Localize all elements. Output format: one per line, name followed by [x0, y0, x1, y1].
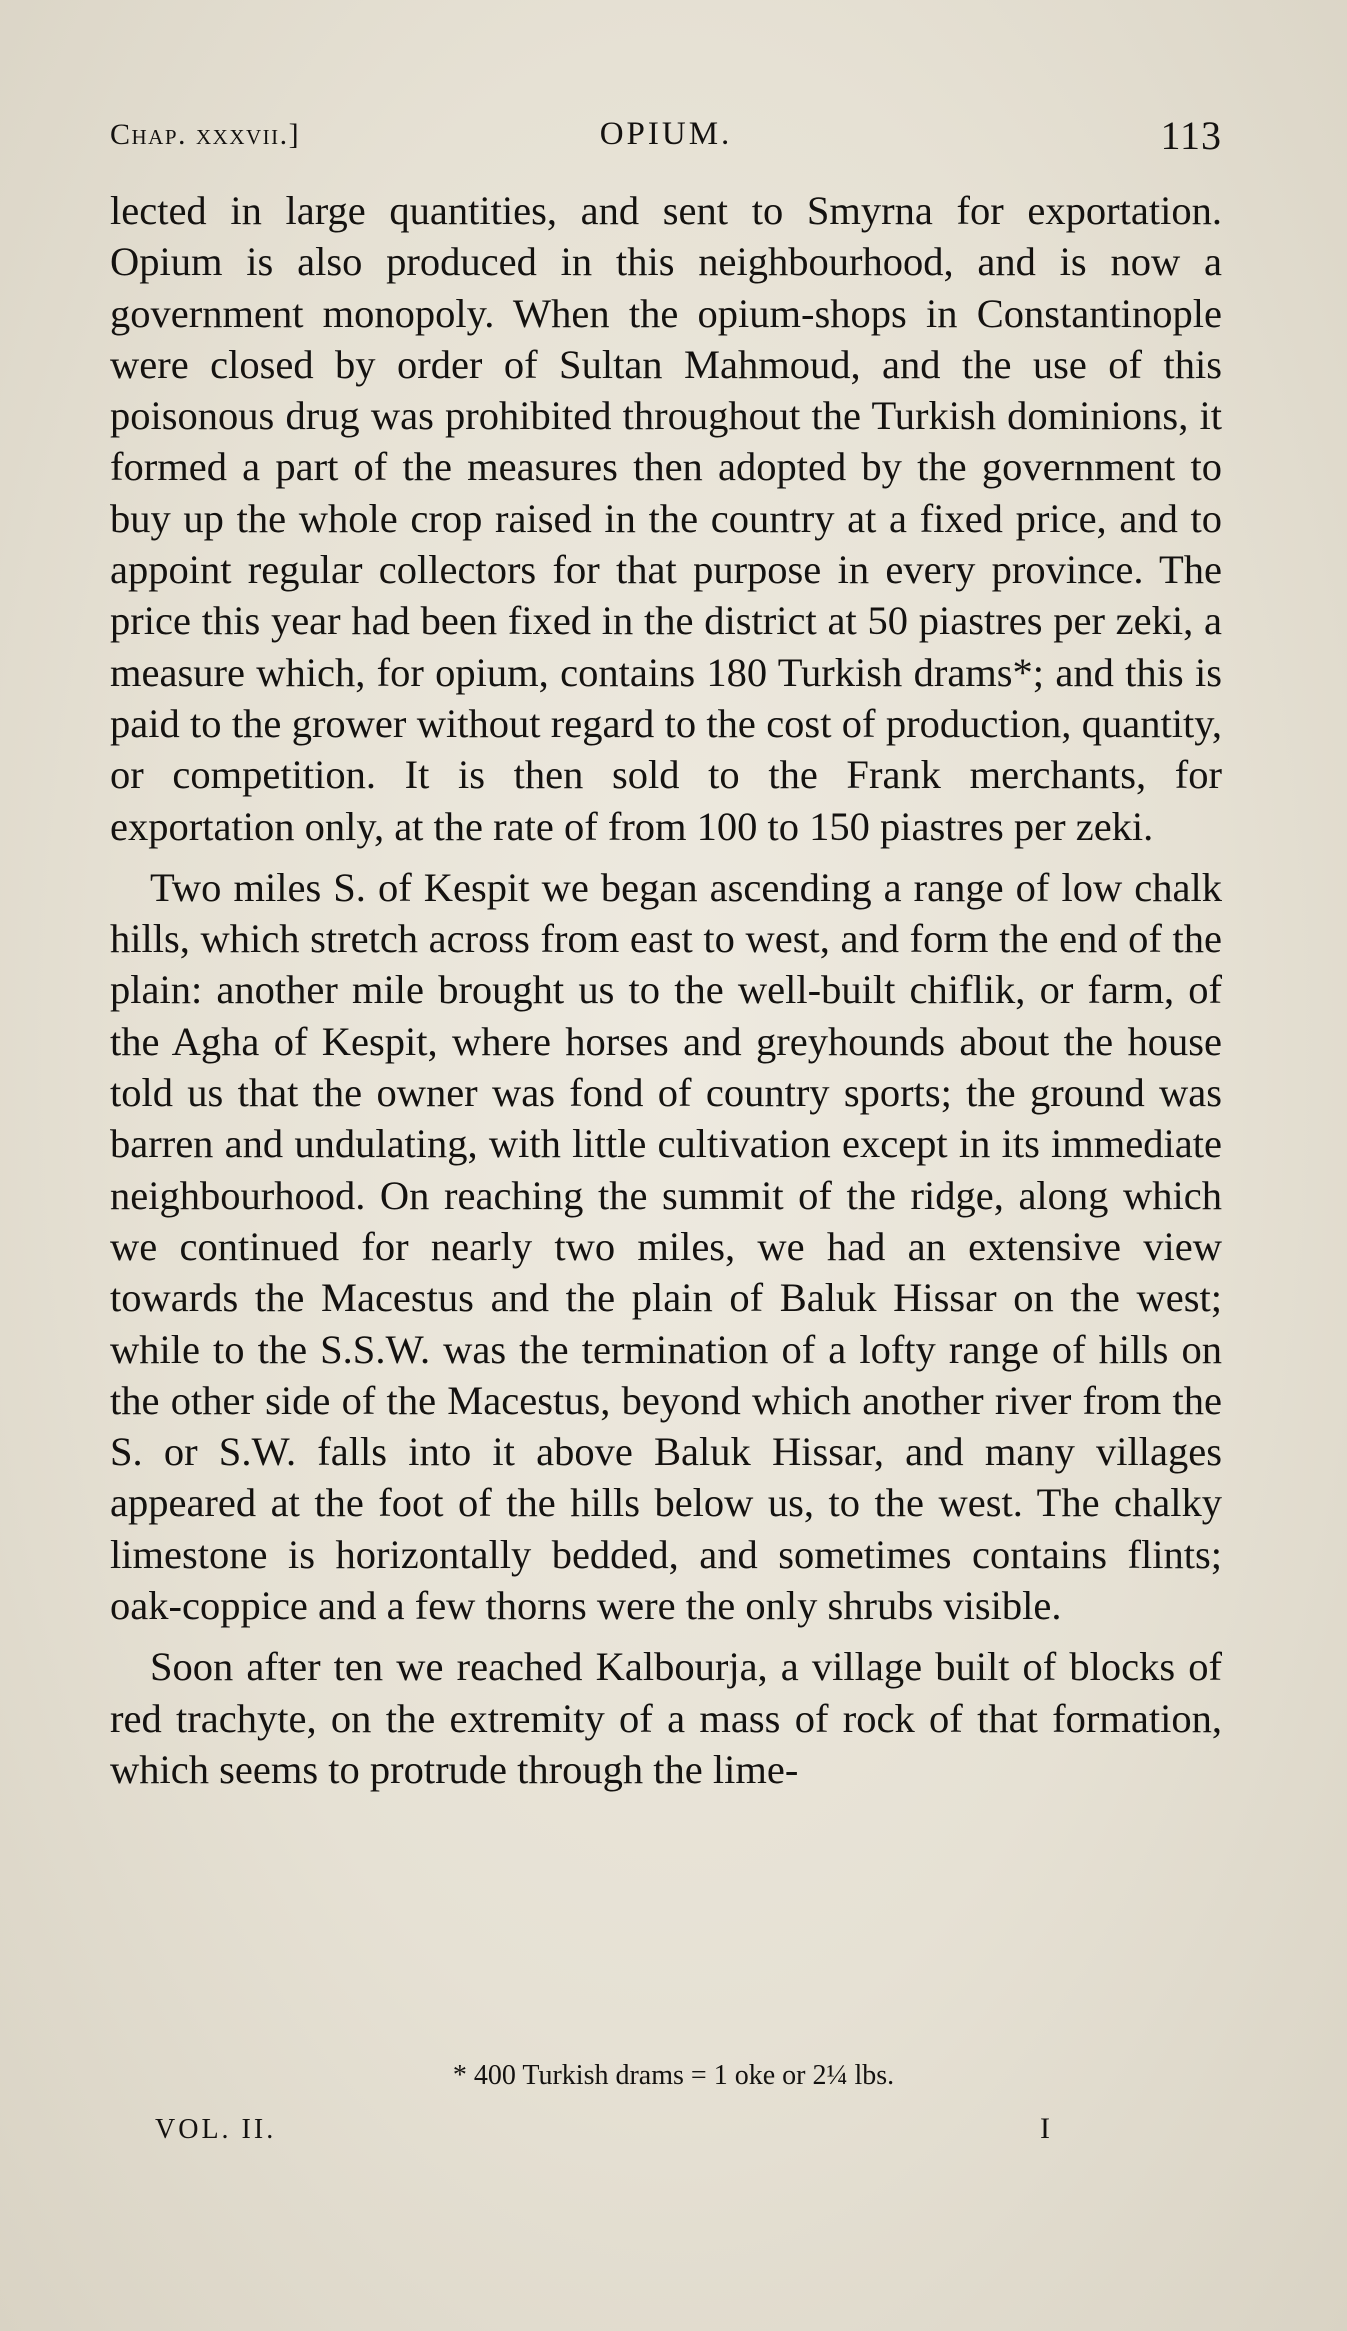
running-header [110, 112, 1222, 162]
page-body-text [110, 185, 1222, 1805]
paragraph-3: Soon after ten we reached Kalbourja, a village built of blocks of red trachyte, on the extremity of a mass of rock of that formation, which seems to protrude through the lime- [110, 1644, 1222, 1792]
paragraph-2: Two miles S. of Kespit we began ascending a range of low chalk hills, which stretch across from east to west, and form the end of the plain: another mile brought us to the well-built chiflik, or farm, of the Agha of Kespit, where horses and greyhounds about the house told us that the owner was fond of country sports; the ground was barren and undulating, with little cultivation except in its immediate neighbourhood. On reaching the summit of the ridge, along which we continued for nearly two miles, we had an extensive view towards the Macestus and the plain of Baluk Hissar on the west; while to the S.S.W. was the termination of a lofty range of hills on the other side of the Macestus, beyond which another river from the S. or S.W. falls into it above Baluk Hissar, and many villages appeared at the foot of the hills below us, to the west. The chalky limestone is horizontally bedded, and sometimes contains flints; oak-coppice and a few thorns were the only shrubs visible. [110, 864, 1222, 1629]
paragraph-1: lected in large quantities, and sent to Smyrna for exportation. Opium is also produced in this neighbourhood, and is now a government monopoly. When the opium-shops in Constantinople were closed by order of Sultan Mahmoud, and the use of this poisonous drug was prohibited throughout the Turkish dominions, it formed a part of the measures then adopted by the government to buy up the whole crop raised in the country at a fixed price, and to appoint regular collectors for that purpose in every province. The price this year had been fixed in the district at 50 piastres per zeki, a measure which, for opium, contains 180 Turkish drams*; and this is paid to the grower without regard to the cost of production, quantity, or competition. It is then sold to the Frank merchants, for exportation only, at the rate of from 100 to 150 piastres per zeki. [110, 188, 1222, 849]
chapter-reference: Chap. xxxvii.] [110, 118, 301, 151]
volume-signature: VOL. II. [155, 2114, 277, 2145]
running-title: OPIUM. [599, 116, 733, 152]
footnote: * 400 Turkish drams = 1 oke or 2¼ lbs. [452, 2060, 895, 2091]
signature-mark: I [1040, 2112, 1050, 2145]
page-number: 113 [1160, 113, 1222, 158]
